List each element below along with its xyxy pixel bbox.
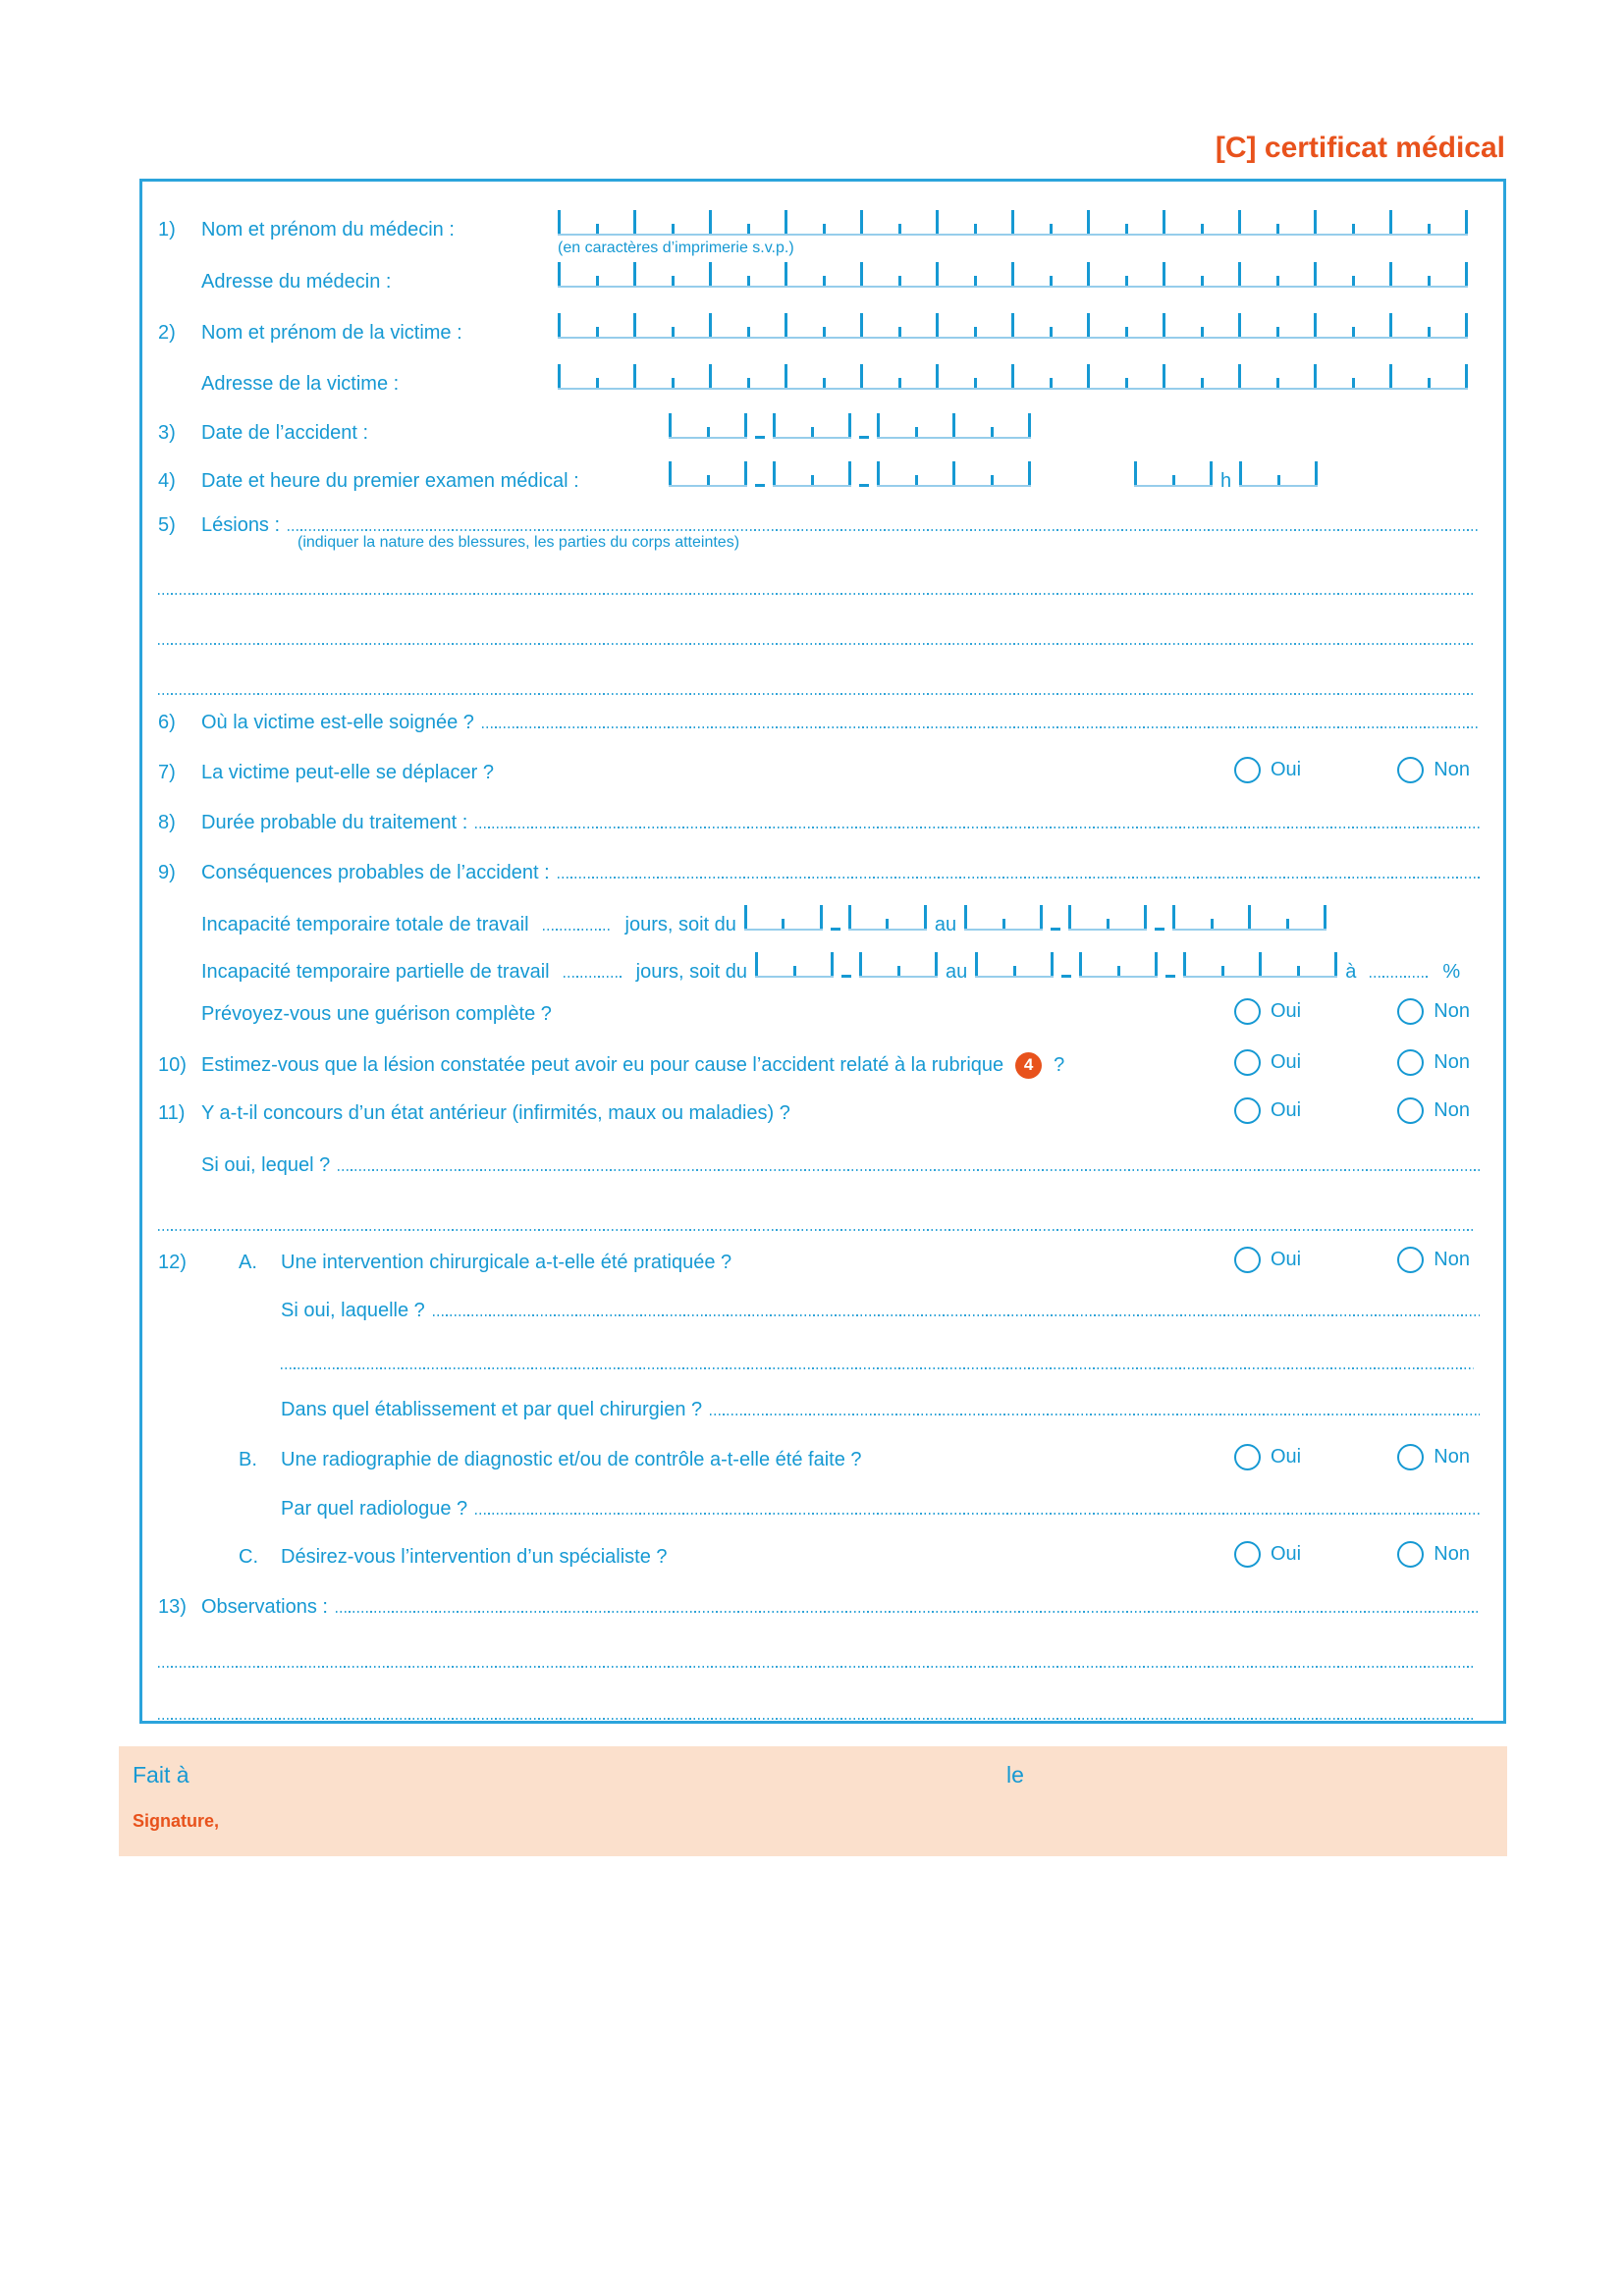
- non-label: Non: [1434, 1543, 1470, 1565]
- row-victim-name: [142, 313, 1480, 347]
- observations-label: Observations :: [201, 1596, 328, 1618]
- doctor-name-label: Nom et prénom du médecin :: [201, 219, 455, 240]
- non-label: Non: [1434, 1099, 1470, 1121]
- where-treated-label: Où la victime est-elle soignée ?: [201, 712, 474, 733]
- specialist-label: Désirez-vous l’intervention d’un spécialiste ?: [281, 1546, 668, 1568]
- exam-date-field: [669, 461, 1031, 495]
- row-prior-condition-detail: [142, 1151, 1480, 1179]
- lesions-extra-line-2[interactable]: [158, 643, 1474, 645]
- rubric-4-badge: 4: [1015, 1052, 1042, 1079]
- question-number: 7): [158, 762, 176, 783]
- total-from-date-field: [744, 905, 927, 938]
- total-from-month-comb[interactable]: [848, 905, 927, 931]
- observations-extra-line-1[interactable]: [158, 1666, 1474, 1668]
- victim-address-comb-field[interactable]: [558, 364, 1468, 390]
- oui-option: [1234, 1443, 1301, 1470]
- radiologist-input-line[interactable]: [475, 1511, 1480, 1515]
- partial-incapacity-label: Incapacité temporaire partielle de travail: [201, 961, 550, 983]
- non-option: [1397, 1096, 1470, 1124]
- treatment-duration-input-line[interactable]: [475, 825, 1480, 828]
- lesion-cause-label: Estimez-vous que la lésion constatée peut avoir eu pour cause l’accident relaté à la rubrique: [201, 1054, 1004, 1076]
- accident-month-comb[interactable]: [773, 413, 851, 439]
- radio-non[interactable]: [1397, 1097, 1424, 1124]
- date-separator: [841, 975, 851, 978]
- oui-label: Oui: [1271, 1543, 1302, 1565]
- to-label: au: [946, 961, 968, 983]
- question-number: 13): [158, 1596, 187, 1618]
- specialist-options: [1234, 1540, 1470, 1568]
- accident-year-comb[interactable]: [877, 413, 1031, 439]
- total-incapacity-label: Incapacité temporaire totale de travail: [201, 914, 529, 935]
- sub-letter: C.: [239, 1546, 258, 1568]
- radio-oui[interactable]: [1234, 757, 1261, 783]
- sub-letter: A.: [239, 1252, 257, 1273]
- radio-oui[interactable]: [1234, 1247, 1261, 1273]
- radio-non[interactable]: [1397, 1444, 1424, 1470]
- days-from-label: jours, soit du: [624, 914, 736, 935]
- row-victim-address: [142, 364, 1480, 398]
- row-doctor-address: [142, 262, 1480, 295]
- date-separator: [1165, 975, 1175, 978]
- radio-non[interactable]: [1397, 1049, 1424, 1076]
- non-label: Non: [1434, 1446, 1470, 1468]
- oui-label: Oui: [1271, 1051, 1302, 1073]
- date-separator: [859, 436, 869, 439]
- partial-to-day-comb[interactable]: [975, 952, 1054, 978]
- non-option: [1397, 997, 1470, 1025]
- row-partial-incapacity: [142, 952, 1480, 986]
- question-number: 8): [158, 812, 176, 833]
- question-number: 5): [158, 514, 176, 536]
- sub-letter: B.: [239, 1449, 257, 1470]
- row-establishment: [142, 1396, 1480, 1423]
- accident-date-label: Date de l’accident :: [201, 422, 369, 444]
- row-radiologist: [142, 1495, 1480, 1522]
- surgery-detail-extra-line[interactable]: [281, 1367, 1474, 1369]
- oui-option: [1234, 1048, 1301, 1076]
- signature-label: Signature,: [133, 1811, 220, 1831]
- radio-oui[interactable]: [1234, 1444, 1261, 1470]
- oui-option: [1234, 756, 1301, 783]
- exam-month-comb[interactable]: [773, 461, 851, 487]
- lesion-cause-options: [1234, 1048, 1470, 1076]
- partial-days-input[interactable]: [564, 974, 623, 978]
- oui-label: Oui: [1271, 1446, 1302, 1468]
- radiologist-label: Par quel radiologue ?: [281, 1498, 468, 1520]
- date-separator: [859, 484, 869, 487]
- partial-to-year-comb[interactable]: [1183, 952, 1337, 978]
- radio-non[interactable]: [1397, 1247, 1424, 1273]
- exam-time-field: [1134, 461, 1318, 495]
- doctor-address-label: Adresse du médecin :: [201, 271, 392, 293]
- non-option: [1397, 1540, 1470, 1568]
- exam-year-comb[interactable]: [877, 461, 1031, 487]
- row-radiography: [142, 1446, 1480, 1473]
- question-number: 1): [158, 219, 176, 240]
- date-separator: [1155, 928, 1164, 931]
- non-option: [1397, 1246, 1470, 1273]
- row-doctor-name: [142, 210, 1480, 243]
- radio-oui[interactable]: [1234, 1097, 1261, 1124]
- total-to-day-comb[interactable]: [964, 905, 1043, 931]
- print-characters-hint: (en caractères d’imprimerie s.v.p.): [558, 240, 794, 256]
- radiography-label: Une radiographie de diagnostic et/ou de contrôle a-t-elle été faite ?: [281, 1449, 862, 1470]
- question-number: 12): [158, 1252, 187, 1273]
- radio-oui[interactable]: [1234, 1541, 1261, 1568]
- victim-name-comb-field[interactable]: [558, 313, 1468, 339]
- radio-oui[interactable]: [1234, 998, 1261, 1025]
- total-to-year-comb[interactable]: [1172, 905, 1326, 931]
- question-number: 6): [158, 712, 176, 733]
- row-observations: [142, 1593, 1480, 1621]
- consequences-input-line[interactable]: [558, 875, 1480, 879]
- hour-separator-label: h: [1220, 470, 1232, 492]
- consequences-label: Conséquences probables de l’accident :: [201, 862, 550, 883]
- row-total-incapacity: [142, 905, 1480, 938]
- row-surgery: [142, 1249, 1480, 1276]
- at-label: à: [1345, 961, 1357, 983]
- oui-label: Oui: [1271, 1000, 1302, 1022]
- lesions-label: Lésions :: [201, 514, 281, 536]
- date-separator: [1051, 928, 1060, 931]
- accident-date-field: [669, 413, 1031, 447]
- oui-label: Oui: [1271, 1099, 1302, 1121]
- partial-from-date-field: [755, 952, 938, 986]
- oui-option: [1234, 1540, 1301, 1568]
- where-treated-input-line[interactable]: [482, 724, 1480, 728]
- non-label: Non: [1434, 1000, 1470, 1022]
- question-number: 4): [158, 470, 176, 492]
- radio-non[interactable]: [1397, 757, 1424, 783]
- date-separator: [831, 928, 840, 931]
- date-separator: [755, 436, 765, 439]
- total-from-day-comb[interactable]: [744, 905, 823, 931]
- radio-non[interactable]: [1397, 998, 1424, 1025]
- to-label: au: [934, 914, 957, 935]
- date-separator: [755, 484, 765, 487]
- treatment-duration-label: Durée probable du traitement :: [201, 812, 468, 833]
- exam-day-comb[interactable]: [669, 461, 747, 487]
- lesions-input-line[interactable]: [288, 527, 1480, 531]
- prior-condition-options: [1234, 1096, 1470, 1124]
- surgery-options: [1234, 1246, 1470, 1273]
- accident-day-comb[interactable]: [669, 413, 747, 439]
- surgery-label: Une intervention chirurgicale a-t-elle été pratiquée ?: [281, 1252, 732, 1273]
- oui-label: Oui: [1271, 1249, 1302, 1270]
- prior-condition-extra-line[interactable]: [158, 1229, 1474, 1231]
- can-move-options: [1234, 756, 1470, 783]
- doctor-name-comb-field[interactable]: [558, 210, 1468, 236]
- oui-option: [1234, 1096, 1301, 1124]
- partial-to-month-comb[interactable]: [1079, 952, 1158, 978]
- row-consequences: [142, 859, 1480, 886]
- radio-oui[interactable]: [1234, 1049, 1261, 1076]
- exam-minute-comb[interactable]: [1239, 461, 1318, 487]
- row-specialist: [142, 1543, 1480, 1571]
- row-where-treated: [142, 709, 1480, 736]
- non-label: Non: [1434, 759, 1470, 780]
- question-number: 9): [158, 862, 176, 883]
- page-title: [C] certificat médical: [1215, 132, 1505, 164]
- radio-non[interactable]: [1397, 1541, 1424, 1568]
- partial-to-date-field: [975, 952, 1337, 986]
- lesions-extra-line-3[interactable]: [158, 693, 1474, 695]
- non-option: [1397, 1443, 1470, 1470]
- total-days-input[interactable]: [543, 927, 612, 931]
- total-to-date-field: [964, 905, 1326, 938]
- question-number: 11): [158, 1102, 186, 1124]
- percent-label: %: [1442, 961, 1461, 983]
- surgery-detail-input-line[interactable]: [433, 1312, 1480, 1316]
- non-option: [1397, 756, 1470, 783]
- row-can-move: [142, 759, 1480, 786]
- row-accident-date: [142, 413, 1480, 447]
- non-label: Non: [1434, 1051, 1470, 1073]
- row-treatment-duration: [142, 809, 1480, 836]
- total-to-month-comb[interactable]: [1068, 905, 1147, 931]
- oui-option: [1234, 997, 1301, 1025]
- row-first-exam: [142, 461, 1480, 495]
- days-from-label: jours, soit du: [635, 961, 748, 983]
- establishment-label: Dans quel établissement et par quel chirurgien ?: [281, 1399, 703, 1420]
- partial-percent-input[interactable]: [1370, 974, 1429, 978]
- partial-from-month-comb[interactable]: [859, 952, 938, 978]
- question-number: 2): [158, 322, 176, 344]
- signature-band: [119, 1746, 1507, 1856]
- question-mark-label: ?: [1054, 1054, 1065, 1076]
- lesions-extra-line-1[interactable]: [158, 593, 1474, 595]
- question-number: 10): [158, 1054, 187, 1076]
- date-le-label: le: [1006, 1762, 1024, 1788]
- radiography-options: [1234, 1443, 1470, 1470]
- if-yes-which-surgery-label: Si oui, laquelle ?: [281, 1300, 425, 1321]
- prior-condition-label: Y a-t-il concours d’un état antérieur (infirmités, maux ou maladies) ?: [201, 1102, 790, 1124]
- row-surgery-detail: [142, 1297, 1480, 1324]
- doctor-address-comb-field[interactable]: [558, 262, 1468, 288]
- row-prior-condition: [142, 1099, 1480, 1127]
- complete-recovery-label: Prévoyez-vous une guérison complète ?: [201, 1003, 552, 1025]
- non-label: Non: [1434, 1249, 1470, 1270]
- row-lesion-cause: [142, 1051, 1480, 1079]
- exam-hour-comb[interactable]: [1134, 461, 1213, 487]
- victim-address-label: Adresse de la victime :: [201, 373, 400, 395]
- prior-condition-input-line[interactable]: [338, 1167, 1480, 1171]
- partial-from-day-comb[interactable]: [755, 952, 834, 978]
- oui-option: [1234, 1246, 1301, 1273]
- first-exam-label: Date et heure du premier examen médical :: [201, 470, 579, 492]
- complete-recovery-options: [1234, 997, 1470, 1025]
- if-yes-which-label: Si oui, lequel ?: [201, 1154, 331, 1176]
- lesions-hint: (indiquer la nature des blessures, les parties du corps atteintes): [298, 534, 740, 551]
- observations-input-line[interactable]: [336, 1609, 1480, 1613]
- establishment-input-line[interactable]: [710, 1412, 1480, 1415]
- date-separator: [1061, 975, 1071, 978]
- can-move-label: La victime peut-elle se déplacer ?: [201, 762, 494, 783]
- non-option: [1397, 1048, 1470, 1076]
- made-at-label: Fait à: [133, 1762, 189, 1788]
- question-number: 3): [158, 422, 176, 444]
- observations-extra-line-2[interactable]: [158, 1718, 1474, 1720]
- certificate-form-box: [139, 179, 1506, 1724]
- oui-label: Oui: [1271, 759, 1302, 780]
- victim-name-label: Nom et prénom de la victime :: [201, 322, 462, 344]
- row-complete-recovery: [142, 1000, 1480, 1028]
